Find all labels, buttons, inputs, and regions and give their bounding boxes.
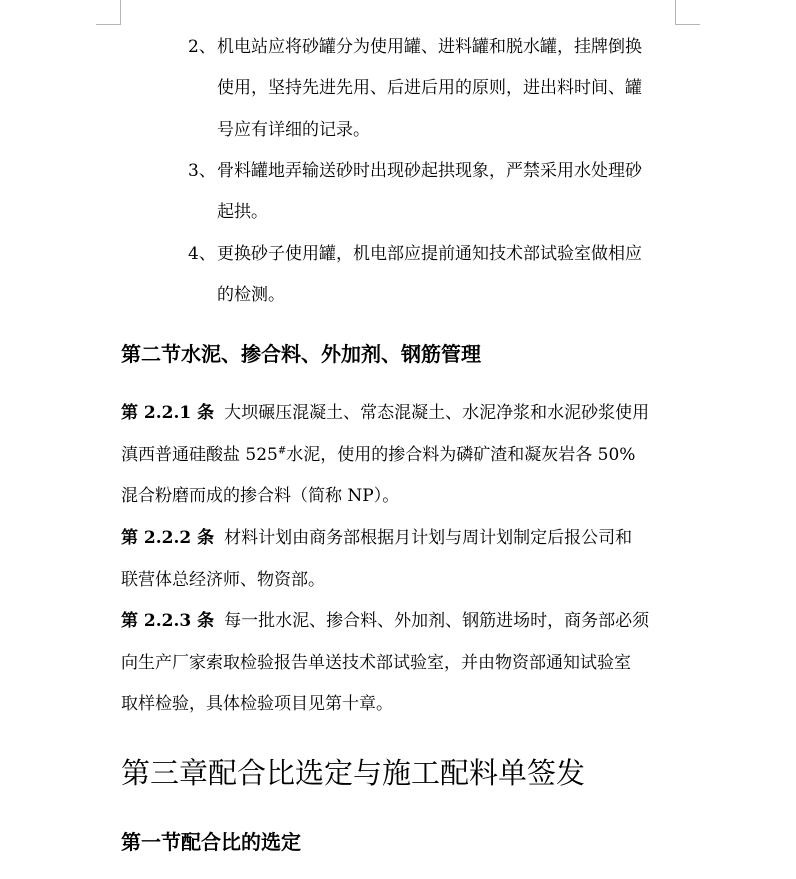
- article-text: 材料计划由商务部根据月计划与周计划制定后报公司和: [224, 528, 633, 548]
- article-text: 每一批水泥、掺合料、外加剂、钢筋进场时，商务部必须: [224, 611, 650, 631]
- list-number: 3、: [188, 161, 216, 181]
- crop-mark-top-left-vertical: [120, 0, 121, 24]
- article-line: [121, 528, 632, 548]
- article-label: 第 2.2.2 条: [121, 528, 215, 548]
- list-text-line: 起拱。: [217, 202, 268, 222]
- article-line: 向生产厂家索取检验报告单送技术部试验室，并由物资部通知试验室: [121, 653, 631, 673]
- section-heading: 第一节配合比的选定: [121, 830, 301, 854]
- article-line: [121, 445, 635, 465]
- article-line: [121, 403, 649, 423]
- superscript-mark: #: [277, 445, 287, 457]
- list-text-line: 机电站应将砂罐分为使用罐、进料罐和脱水罐，挂牌倒换: [217, 37, 642, 57]
- article-text: 滇西普通硅酸盐 525: [121, 445, 278, 465]
- article-text: 大坝碾压混凝土、常态混凝土、水泥净浆和水泥砂浆使用: [224, 403, 650, 423]
- article-line: 混合粉磨而成的掺合料（简称 NP）。: [121, 486, 400, 506]
- crop-mark-top-left-horizontal: [96, 24, 121, 25]
- crop-mark-top-right-vertical: [675, 0, 676, 24]
- list-text-line: 更换砂子使用罐，机电部应提前通知技术部试验室做相应: [217, 244, 642, 264]
- article-line: 联营体总经济师、物资部。: [121, 570, 325, 590]
- list-text-line: 号应有详细的记录。: [217, 120, 370, 140]
- list-text-line: 使用，坚持先进先用、后进后用的原则，进出料时间、罐: [217, 78, 642, 98]
- list-number: 4、: [188, 244, 216, 264]
- article-line: [121, 611, 649, 631]
- list-text-line: 的检测。: [217, 285, 285, 305]
- crop-mark-top-right-horizontal: [675, 24, 700, 25]
- chapter-heading: 第三章配合比选定与施工配料单签发: [121, 756, 586, 790]
- section-heading: 第二节水泥、掺合料、外加剂、钢筋管理: [121, 342, 481, 366]
- list-number: 2、: [188, 37, 216, 57]
- article-label: 第 2.2.3 条: [121, 611, 215, 631]
- article-text: 水泥，使用的掺合料为磷矿渣和凝灰岩各 50%: [286, 445, 636, 465]
- article-label: 第 2.2.1 条: [121, 403, 215, 423]
- list-text-line: 骨料罐地弄输送砂时出现砂起拱现象，严禁采用水处理砂: [217, 161, 642, 181]
- article-line: 取样检验，具体检验项目见第十章。: [121, 694, 393, 714]
